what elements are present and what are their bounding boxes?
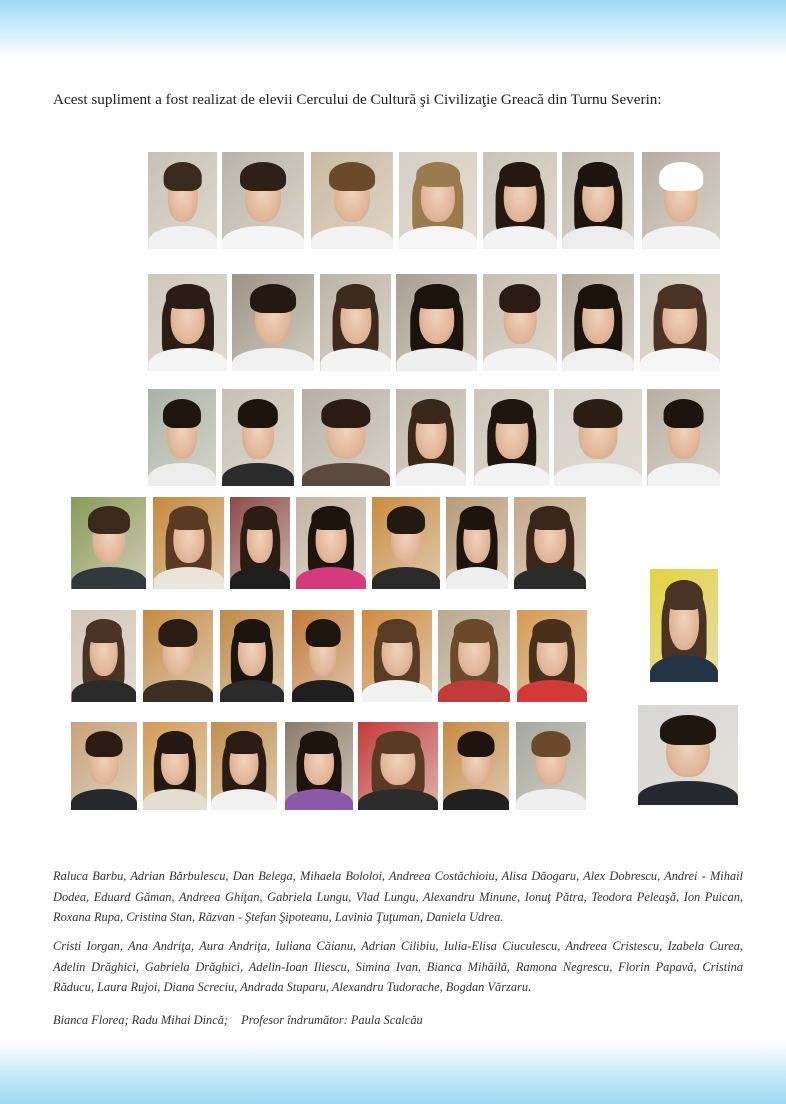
portrait-hair-top bbox=[85, 619, 121, 643]
intro-text: Acest supliment a fost realizat de elevii Cercului de Cultură şi Civilizaţie Greacă din Turnu Severin: bbox=[53, 91, 662, 108]
portrait-hair-top bbox=[458, 731, 495, 757]
student-names-group-1: Raluca Barbu, Adrian Bărbulescu, Dan Belega, Mihaela Bololoi, Andreea Costăchioiu, Alisa Dăogaru, Alex Dobrescu, Andrei - Mihail Dodea, Eduard Găman, Andreea Ghiţan, Gabriela Lungu, Vlad Lungu, Alexandru Minune, Ionuţ Pătra, Teodora Peleaşă, Ion Puican, Roxana Rupa, Cristina Stan, Răzvan - Ştefan Şipoteanu, Lavinia Ţuţuman, Daniela Udrea. bbox=[53, 869, 743, 924]
portrait-shoulders bbox=[474, 463, 549, 486]
portrait-hair-top bbox=[240, 162, 286, 191]
portrait-hair-top bbox=[86, 731, 123, 757]
portrait-hair-top bbox=[157, 731, 193, 754]
portrait-shoulders bbox=[232, 348, 314, 371]
portrait-shoulders bbox=[443, 789, 509, 810]
student-portrait bbox=[211, 722, 277, 810]
student-portrait bbox=[517, 610, 587, 702]
portrait-shoulders bbox=[554, 463, 642, 486]
footer-credits bbox=[53, 1010, 743, 1030]
portrait-hair-top bbox=[163, 162, 202, 191]
student-portrait bbox=[396, 274, 477, 371]
portrait-hair-top bbox=[377, 619, 416, 643]
student-portrait bbox=[296, 497, 366, 589]
student-portrait bbox=[153, 497, 224, 589]
portrait-hair-top bbox=[321, 399, 370, 428]
portrait-hair-top bbox=[573, 399, 622, 428]
portrait-shoulders bbox=[211, 789, 277, 810]
student-portrait bbox=[474, 389, 549, 486]
portrait-hair-top bbox=[416, 162, 460, 187]
portrait-hair-top bbox=[376, 731, 421, 754]
student-portrait bbox=[148, 389, 216, 486]
portrait-shoulders bbox=[514, 567, 586, 589]
portrait-shoulders bbox=[148, 463, 216, 486]
portrait-hair-top bbox=[499, 162, 540, 187]
student-portrait bbox=[230, 497, 290, 589]
teacher-credit: Profesor îndrumător: Paula Scalcău bbox=[241, 1013, 423, 1027]
student-portrait bbox=[71, 722, 137, 810]
student-portrait bbox=[562, 274, 634, 371]
portrait-hair-top bbox=[454, 619, 494, 643]
student-portrait bbox=[71, 497, 146, 589]
coordinator-portrait bbox=[638, 705, 738, 805]
student-portrait bbox=[514, 497, 586, 589]
student-portrait bbox=[443, 722, 509, 810]
student-portrait bbox=[642, 152, 720, 249]
portrait-shoulders bbox=[446, 567, 508, 589]
student-portrait bbox=[220, 610, 284, 702]
portrait-shoulders bbox=[516, 789, 586, 810]
portrait-shoulders bbox=[311, 226, 393, 249]
portrait-hair-top bbox=[530, 506, 570, 530]
student-portrait bbox=[554, 389, 642, 486]
student-portrait bbox=[446, 497, 508, 589]
portrait-shoulders bbox=[143, 680, 213, 702]
portrait-hair-top bbox=[660, 715, 716, 745]
portrait-hair-top bbox=[578, 284, 618, 309]
portrait-hair-top bbox=[414, 284, 459, 309]
bottom-gradient-band bbox=[0, 1042, 786, 1104]
student-portrait bbox=[148, 274, 227, 371]
student-portrait bbox=[562, 152, 634, 249]
portrait-hair-top bbox=[226, 731, 263, 754]
portrait-shoulders bbox=[642, 226, 720, 249]
portrait-shoulders bbox=[285, 789, 353, 810]
portrait-shoulders bbox=[358, 789, 438, 810]
student-portrait bbox=[311, 152, 393, 249]
portrait-hair-top bbox=[491, 399, 533, 424]
portrait-hair-top bbox=[387, 506, 425, 534]
student-portrait bbox=[372, 497, 440, 589]
portrait-hair-top bbox=[311, 506, 350, 530]
student-portrait bbox=[222, 152, 304, 249]
student-portrait bbox=[516, 722, 586, 810]
portrait-shoulders bbox=[399, 226, 477, 249]
portrait-shoulders bbox=[71, 789, 137, 810]
portrait-hair-top bbox=[88, 506, 130, 534]
portrait-shoulders bbox=[222, 226, 304, 249]
portrait-shoulders bbox=[372, 567, 440, 589]
portrait-shoulders bbox=[230, 567, 290, 589]
portrait-hair-top bbox=[460, 506, 495, 530]
portrait-shoulders bbox=[562, 348, 634, 371]
student-portrait bbox=[396, 389, 466, 486]
portrait-shoulders bbox=[638, 781, 738, 805]
portrait-shoulders bbox=[153, 567, 224, 589]
portrait-hair-top bbox=[532, 619, 571, 643]
portrait-hair-top bbox=[169, 506, 209, 530]
portrait-hair-top bbox=[411, 399, 450, 424]
portrait-hair-top bbox=[665, 580, 703, 609]
student-portrait bbox=[438, 610, 510, 702]
portrait-hair-top bbox=[659, 162, 703, 191]
portrait-hair-top bbox=[234, 619, 270, 643]
portrait-shoulders bbox=[396, 463, 466, 486]
portrait-shoulders bbox=[640, 348, 720, 371]
portrait-hair-top bbox=[163, 399, 201, 428]
student-portrait bbox=[148, 152, 217, 249]
portrait-shoulders bbox=[483, 348, 557, 371]
student-portrait bbox=[640, 274, 720, 371]
student-portrait bbox=[399, 152, 477, 249]
portrait-shoulders bbox=[562, 226, 634, 249]
student-portrait bbox=[71, 610, 136, 702]
student-portrait bbox=[483, 274, 557, 371]
portrait-shoulders bbox=[483, 226, 557, 249]
portrait-hair-top bbox=[158, 619, 197, 647]
student-portrait bbox=[232, 274, 314, 371]
student-portrait bbox=[302, 389, 390, 486]
portrait-hair-top bbox=[663, 399, 704, 428]
portrait-shoulders bbox=[320, 348, 391, 371]
portrait-hair-top bbox=[531, 731, 570, 757]
portrait-hair-top bbox=[336, 284, 376, 309]
portrait-shoulders bbox=[148, 348, 227, 371]
portrait-shoulders bbox=[71, 567, 146, 589]
student-portrait bbox=[143, 610, 213, 702]
portrait-shoulders bbox=[220, 680, 284, 702]
student-portrait bbox=[285, 722, 353, 810]
portrait-shoulders bbox=[302, 463, 390, 486]
portrait-hair-top bbox=[238, 399, 278, 428]
portrait-hair-top bbox=[165, 284, 209, 309]
portrait-hair-top bbox=[499, 284, 540, 313]
portrait-shoulders bbox=[71, 680, 136, 702]
portrait-hair-top bbox=[578, 162, 618, 187]
portrait-hair-top bbox=[300, 731, 338, 754]
portrait-hair-top bbox=[329, 162, 375, 191]
student-portrait bbox=[358, 722, 438, 810]
student-portrait bbox=[362, 610, 432, 702]
student-portrait bbox=[320, 274, 391, 371]
portrait-shoulders bbox=[222, 463, 294, 486]
student-portrait bbox=[647, 389, 720, 486]
coordinators-names: Bianca Florea; Radu Mihai Dincă; bbox=[53, 1013, 229, 1027]
portrait-shoulders bbox=[296, 567, 366, 589]
portrait-shoulders bbox=[647, 463, 720, 486]
student-portrait bbox=[483, 152, 557, 249]
portrait-hair-top bbox=[250, 284, 296, 313]
portrait-hair-top bbox=[243, 506, 277, 530]
student-portrait bbox=[222, 389, 294, 486]
portrait-shoulders bbox=[396, 348, 477, 371]
student-portrait bbox=[143, 722, 207, 810]
coordinator-portrait bbox=[650, 569, 718, 682]
student-portrait bbox=[292, 610, 354, 702]
portrait-shoulders bbox=[148, 226, 217, 249]
portrait-shoulders bbox=[292, 680, 354, 702]
student-names-group-2: Cristi Iorgan, Ana Andriţa, Aura Andriţa, Iuliana Căianu, Adrian Cilibiu, Iulia-Elisa Ciuculescu, Andreea Cristescu, Izabela Curea, Adelin Drăghici, Gabriela Drăghici, Adelin-Ioan Iliescu, Simina Ivan, Bianca Mihăilă, Ramona Negrescu, Florin Papavă, Cristina Răducu, Laura Rujoi, Diana Screciu, Andrada Stuparu, Alexandru Tudorache, Bogdan Vărzaru. bbox=[53, 939, 743, 994]
portrait-shoulders bbox=[438, 680, 510, 702]
top-gradient-band bbox=[0, 0, 786, 58]
portrait-hair-top bbox=[306, 619, 341, 647]
portrait-hair-top bbox=[658, 284, 703, 309]
portrait-shoulders bbox=[143, 789, 207, 810]
portrait-shoulders bbox=[362, 680, 432, 702]
portrait-shoulders bbox=[517, 680, 587, 702]
